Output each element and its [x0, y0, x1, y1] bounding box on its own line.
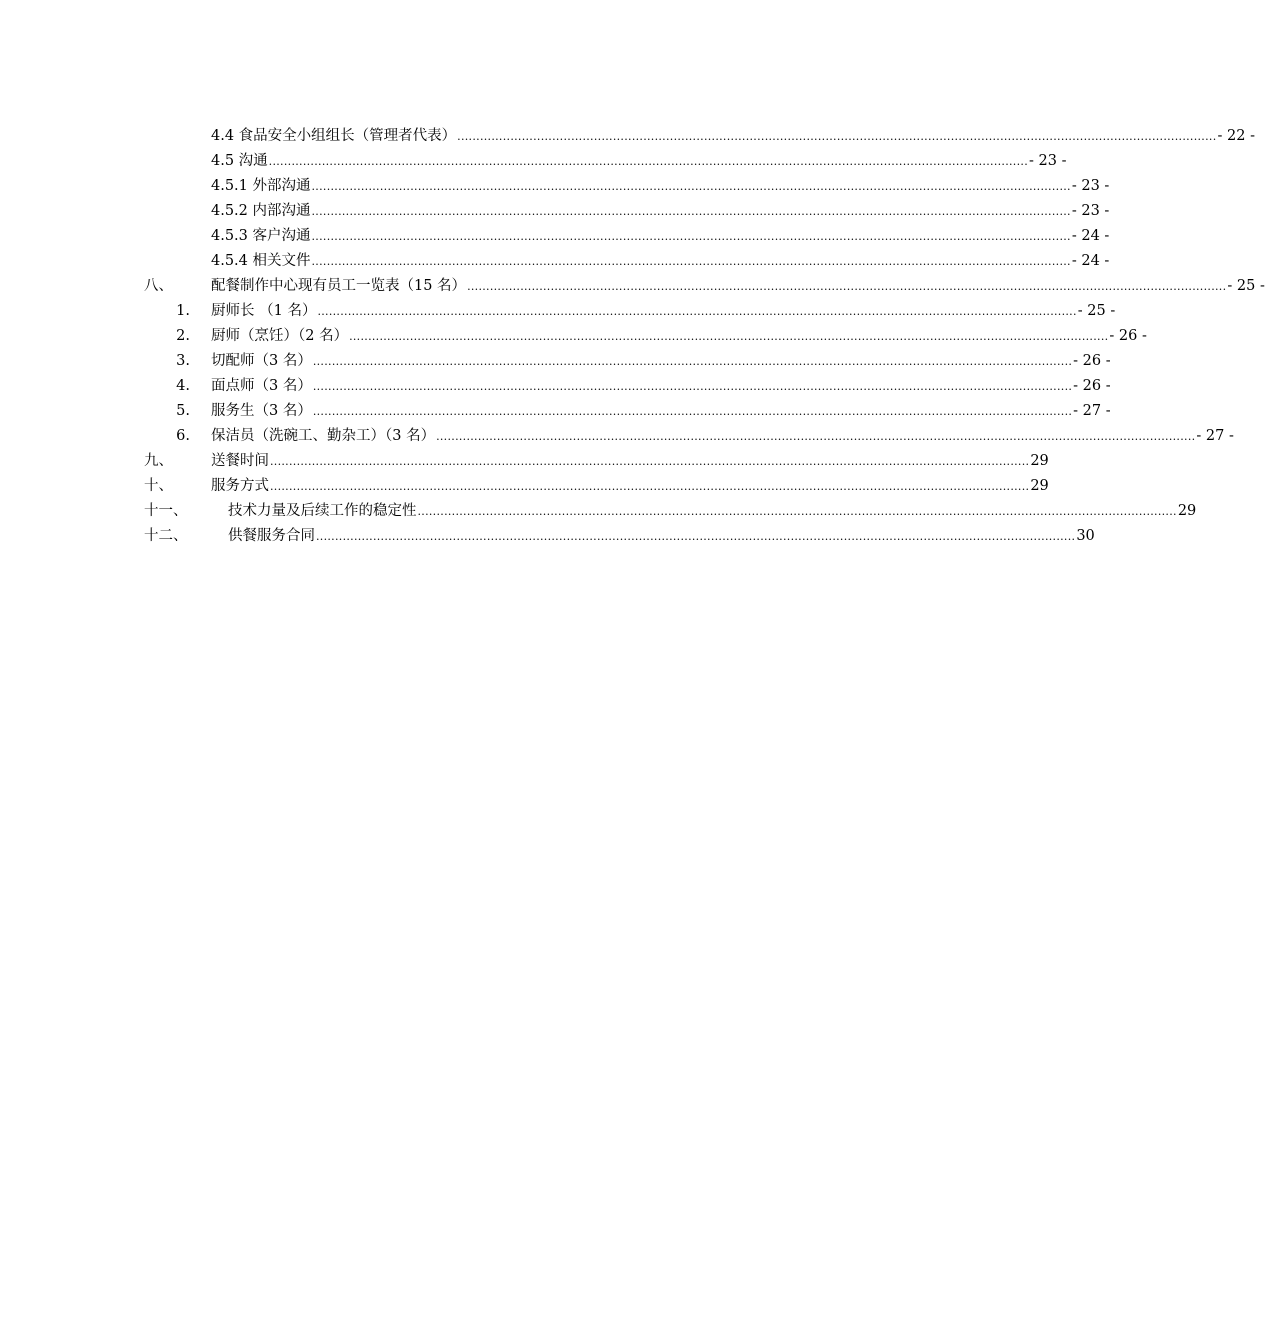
dot-leader: ........................................................................................................................................................................................................	[436, 430, 1196, 443]
toc-entry-title: 送餐时间	[211, 453, 269, 469]
dot-leader: ........................................................................................................................................................................................................	[268, 155, 1028, 168]
toc-entry-page: - 25 -	[1227, 278, 1265, 294]
toc-entry[interactable]	[0, 299, 1116, 324]
dot-leader: ........................................................................................................................................................................................................	[311, 255, 1071, 268]
dot-leader: ........................................................................................................................................................................................................	[311, 205, 1071, 218]
toc-entry-page: - 27 -	[1196, 428, 1234, 444]
toc-entry-page: - 26 -	[1073, 378, 1111, 394]
dot-leader: ........................................................................................................................................................................................................	[312, 355, 1073, 368]
toc-entry-marker: 4.	[176, 378, 190, 394]
toc-entry-title: 4.5.1 外部沟通	[211, 178, 311, 194]
dot-leader: ........................................................................................................................................................................................................	[311, 230, 1071, 243]
toc-entry-title: 供餐服务合同	[228, 528, 315, 544]
toc-entry-page: - 25 -	[1077, 303, 1116, 319]
dot-leader: ........................................................................................................................................................................................................	[349, 330, 1109, 343]
toc-entry-page: - 23 -	[1071, 178, 1110, 194]
toc-entry-page: - 24 -	[1071, 228, 1110, 244]
dot-leader: ........................................................................................................................................................................................................	[457, 130, 1217, 143]
toc-entry-page: - 26 -	[1073, 353, 1111, 369]
toc-entry-title: 4.4 食品安全小组组长（管理者代表）	[211, 128, 457, 144]
dot-leader: ........................................................................................................................................................................................................	[311, 180, 1071, 193]
toc-entry[interactable]	[0, 324, 1147, 349]
toc-entry-marker: 5.	[176, 403, 190, 419]
toc-entry-title: 服务生（3 名）	[211, 403, 312, 419]
dot-leader: ........................................................................................................................................................................................................	[317, 305, 1077, 318]
toc-entry-marker: 2.	[176, 328, 190, 344]
toc-entry-title: 保洁员（洗碗工、勤杂工）（3 名）	[211, 428, 436, 444]
toc-entry-marker: 1.	[176, 303, 190, 319]
toc-entry[interactable]	[0, 274, 1265, 299]
toc-entry-title: 厨师（烹饪）（2 名）	[211, 328, 349, 344]
toc-entry-title: 技术力量及后续工作的稳定性	[228, 503, 417, 519]
toc-entry-page: 29	[1030, 478, 1049, 494]
toc-entry-title: 厨师长 （1 名）	[211, 303, 317, 319]
toc-entry[interactable]	[0, 174, 1110, 199]
toc-entry-page: - 23 -	[1029, 153, 1067, 169]
toc-entry[interactable]	[0, 124, 1255, 149]
toc-entry-page: - 23 -	[1071, 203, 1110, 219]
dot-leader: ........................................................................................................................................................................................................	[270, 480, 1030, 493]
toc-entry-page: - 27 -	[1073, 403, 1111, 419]
toc-entry[interactable]	[0, 199, 1110, 224]
toc-entry[interactable]	[0, 474, 1049, 499]
toc-entry[interactable]	[0, 449, 1049, 474]
toc-entry-marker: 八、	[144, 278, 173, 294]
dot-leader: ........................................................................................................................................................................................................	[312, 380, 1073, 393]
toc-entry-title: 4.5.2 内部沟通	[211, 203, 311, 219]
toc-entry-title: 4.5.4 相关文件	[211, 253, 311, 269]
toc-entry[interactable]	[0, 424, 1234, 449]
toc-entry-title: 4.5 沟通	[211, 153, 268, 169]
toc-entry[interactable]	[0, 399, 1111, 424]
toc-entry-page: - 22 -	[1217, 128, 1255, 144]
toc-entry-title: 面点师（3 名）	[211, 378, 312, 394]
toc-entry-page: - 26 -	[1109, 328, 1147, 344]
toc-entry-marker: 十二、	[144, 528, 188, 544]
toc-entry[interactable]	[0, 349, 1111, 374]
table-of-contents	[0, 124, 1265, 549]
toc-entry-title: 服务方式	[211, 478, 269, 494]
dot-leader: ........................................................................................................................................................................................................	[316, 530, 1076, 543]
toc-entry-marker: 十一、	[144, 503, 188, 519]
toc-entry-page: 29	[1030, 453, 1049, 469]
dot-leader: ........................................................................................................................................................................................................	[417, 505, 1177, 518]
toc-entry-title: 4.5.3 客户沟通	[211, 228, 311, 244]
toc-entry-marker: 九、	[144, 453, 173, 469]
toc-entry[interactable]	[0, 524, 1095, 549]
toc-entry[interactable]	[0, 499, 1197, 524]
toc-entry[interactable]	[0, 374, 1111, 399]
toc-entry-page: - 24 -	[1071, 253, 1110, 269]
toc-entry-marker: 十、	[144, 478, 173, 494]
toc-entry[interactable]	[0, 224, 1110, 249]
dot-leader: ........................................................................................................................................................................................................	[312, 405, 1073, 418]
toc-entry-page: 29	[1177, 503, 1197, 519]
dot-leader: ........................................................................................................................................................................................................	[467, 280, 1227, 293]
toc-entry-page: 30	[1076, 528, 1095, 544]
toc-entry[interactable]	[0, 249, 1110, 274]
toc-entry[interactable]	[0, 149, 1067, 174]
toc-entry-title: 切配师（3 名）	[211, 353, 312, 369]
toc-entry-title: 配餐制作中心现有员工一览表（15 名）	[211, 278, 467, 294]
dot-leader: ........................................................................................................................................................................................................	[270, 455, 1030, 468]
toc-entry-marker: 6.	[176, 428, 190, 444]
toc-entry-marker: 3.	[176, 353, 190, 369]
